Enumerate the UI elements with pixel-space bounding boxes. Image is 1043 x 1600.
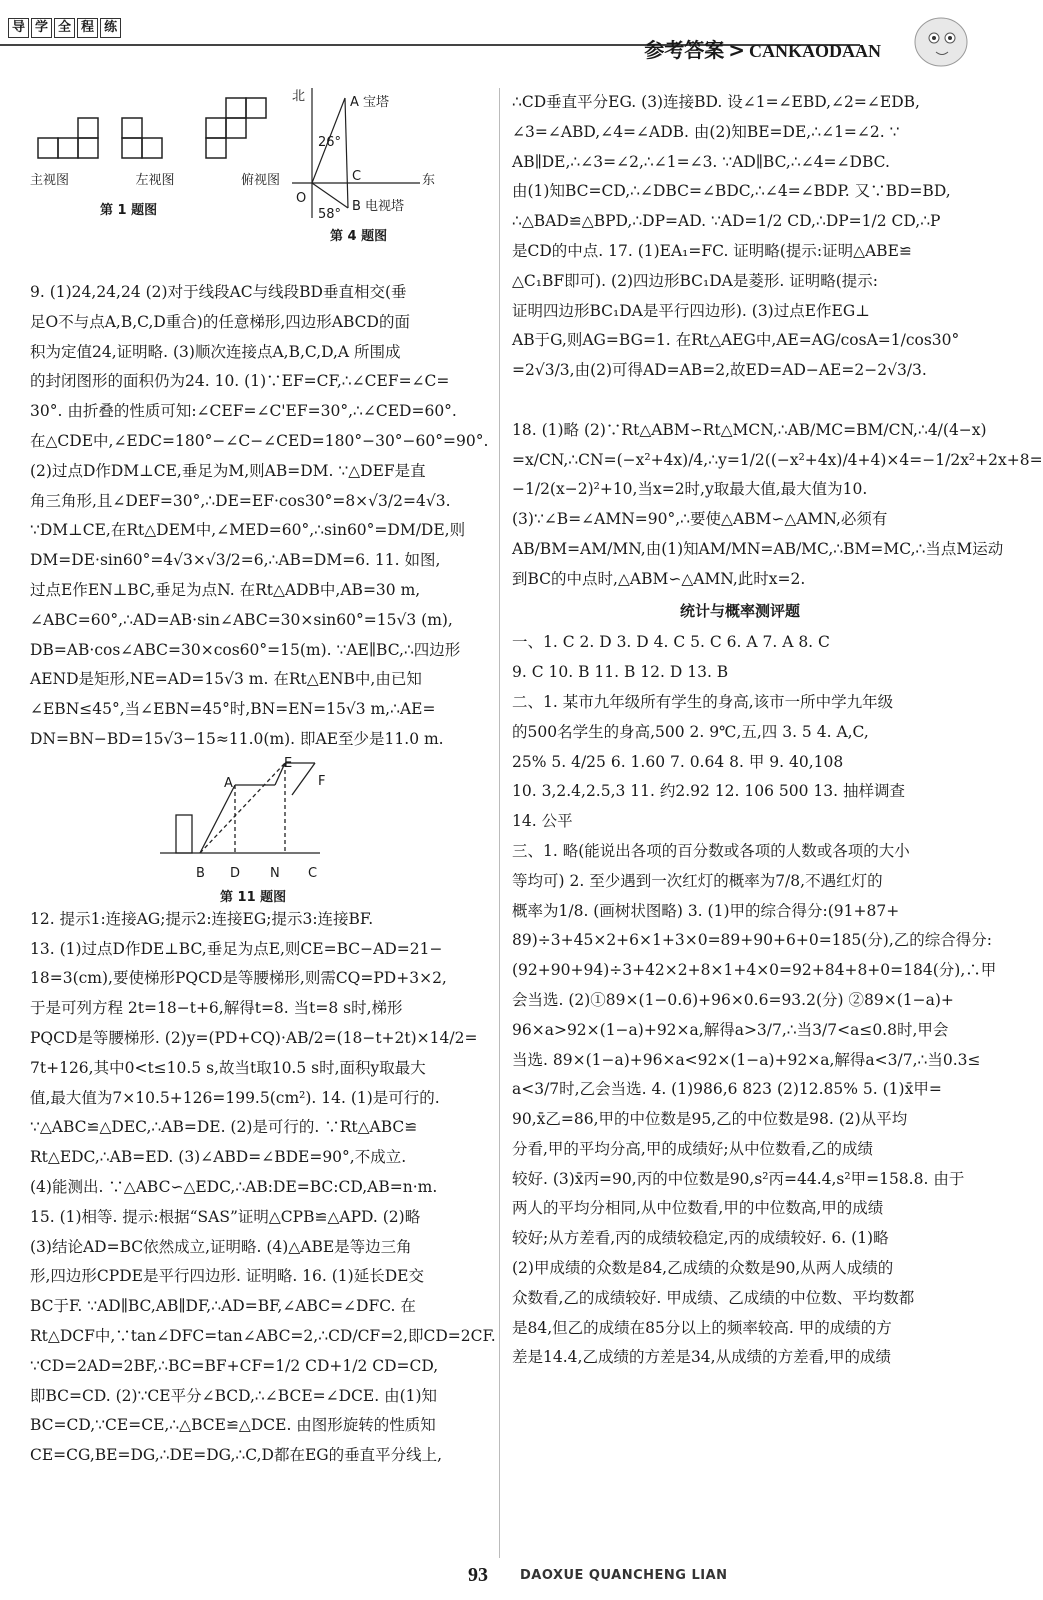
fig11-point-b: B (196, 865, 205, 881)
logo-char: 程 (77, 18, 98, 38)
fig4-o-label: O (296, 191, 307, 206)
title-en: CANKAODAAN (749, 41, 881, 61)
fig11-point-f: F (318, 773, 326, 789)
text-line: ∴△BAD≌△BPD,∴DP=AD. ∵AD=1/2 CD,∴DP=1/2 CD,∴P (512, 212, 941, 231)
text-line: 96×a>92×(1−a)+92×a,解得a>3/7,∴当3/7<a≤0.8时,甲会 (512, 1020, 949, 1039)
text-line: 25% 5. 4/25 6. 1.60 7. 0.64 8. 甲 9. 40,108 (512, 752, 844, 771)
text-line: 13. (1)过点D作DE⊥BC,垂足为点E,则CE=BC−AD=21− (30, 939, 443, 958)
text-line: 于是可列方程 2t=18−t+6,解得t=8. 当t=8 s时,梯形 (30, 999, 403, 1018)
left-text-block (30, 278, 488, 755)
text-line: 30°. 由折叠的性质可知:∠CEF=∠C'EF=30°,∴∠CED=60°. (30, 402, 457, 421)
logo-char: 导 (8, 18, 29, 38)
left-text-block-2 (30, 905, 496, 1471)
front-view-label: 主视图 (30, 173, 70, 188)
logo-char: 全 (54, 18, 75, 38)
text-line: ∠3=∠ABD,∠4=∠ADB. 由(2)知BE=DE,∴∠1=∠2. ∵ (512, 122, 900, 141)
text-line: 较好;从方差看,丙的成绩较稳定,丙的成绩较好. 6. (1)略 (512, 1229, 889, 1248)
text-line: 14. 公平 (512, 812, 573, 831)
fig11-diagram (30, 755, 488, 905)
text-line: 二、1. 某市九年级所有学生的身高,该市一所中学九年级 (512, 692, 894, 711)
text-line: (2)过点D作DM⊥CE,垂足为M,则AB=DM. ∵△DEF是直 (30, 461, 426, 480)
left-column (30, 88, 496, 1471)
logo-char: 学 (31, 18, 52, 38)
text-line: =x/CN,∴CN=(−x²+4x)/4,∴y=1/2((−x²+4x)/4+4)×4=−1/2x²+2x+8= (512, 450, 1043, 469)
text-line: 即BC=CD. (2)∵CE平分∠BCD,∴∠BCE=∠DCE. 由(1)知 (30, 1386, 438, 1405)
text-line: 的500名学生的身高,500 2. 9℃,五,四 3. 5 4. A,C, (512, 722, 869, 741)
text-line: 的封闭图形的面积仍为24. 10. (1)∵EF=CF,∴∠CEF=∠C= (30, 372, 450, 391)
fig11-point-d: D (230, 865, 241, 881)
fig4-caption: 第 4 题图 (330, 229, 388, 244)
text-line: 两人的平均分相同,从中位数看,甲的中位数高,甲的成绩 (512, 1199, 884, 1218)
text-line: 积为定值24,证明略. (3)顺次连接点A,B,C,D,A 所围成 (30, 342, 401, 361)
text-line: (92+90+94)÷3+42×2+8×1+4×0=92+84+8+0=184(分),∴甲 (512, 961, 997, 980)
column-divider (499, 88, 500, 1558)
footer-text: DAOXUE QUANCHENG LIAN (520, 1568, 728, 1583)
text-line: 当选. 89×(1−a)+96×a<92×(1−a)+92×a,解得a<3/7,∴当0.3≤ (512, 1050, 981, 1069)
text-line: 等均可) 2. 至少遇到一次红灯的概率为7/8,不遇红灯的 (512, 871, 883, 890)
fig4-angle-58: 58° (318, 207, 342, 222)
text-line: 形,四边形CPDE是平行四边形. 证明略. 16. (1)延长DE交 (30, 1267, 424, 1286)
text-line: AEND是矩形,NE=AD=15√3 m. 在Rt△ENB中,由已知 (30, 670, 422, 689)
text-line: AB∥DE,∴∠3=∠2,∴∠1=∠3. ∵AD∥BC,∴∠4=∠DBC. (512, 152, 890, 171)
fig11-point-c: C (308, 865, 318, 881)
text-line: 较好. (3)x̄丙=90,丙的中位数是90,s²丙=44.4,s²甲=158.8. 由于 (512, 1169, 965, 1188)
text-line: PQCD是等腰梯形. (2)y=(PD+CQ)·AB/2=(18−t+2t)×14/2= (30, 1028, 478, 1047)
text-line: 90,x̄乙=86,甲的中位数是95,乙的中位数是98. (2)从平均 (512, 1110, 908, 1129)
text-line: 9. (1)24,24,24 (2)对于线段AC与线段BD垂直相交(垂 (30, 283, 407, 301)
text-line: ∵△ABC≌△DEC,∴AB=DE. (2)是可行的. ∵Rt△ABC≌ (30, 1118, 418, 1137)
text-line: △C₁BF即可). (2)四边形BC₁DA是菱形. 证明略(提示: (512, 271, 878, 290)
fig4-angle-26: 26° (318, 135, 342, 150)
text-line: Rt△EDC,∴AB=ED. (3)∠ABD=∠BDE=90°,不成立. (30, 1148, 407, 1167)
text-line: AB于G,则AG=BG=1. 在Rt△AEG中,AE=AG/cosA=1/cos30° (512, 331, 960, 350)
text-line: 7t+126,其中0<t≤10.5 s,故当t取10.5 s时,面积y取最大 (30, 1058, 426, 1077)
text-line: a<3/7时,乙会当选. 4. (1)986,6 823 (2)12.85% 5. (1)x̄甲= (512, 1080, 942, 1099)
top-view-label: 俯视图 (240, 173, 280, 188)
logo-char: 练 (100, 18, 121, 38)
fig4-b-label: B 电视塔 (352, 199, 405, 214)
mascot-icon (896, 4, 976, 74)
page-footer (0, 1560, 996, 1600)
fig4-north: 北 (292, 89, 306, 104)
text-line: 10. 3,2.4,2.5,3 11. 约2.92 12. 106 500 13. 抽样调查 (512, 782, 906, 801)
text-line: 12. 提示1:连接AG;提示2:连接EG;提示3:连接BF. (30, 909, 374, 928)
text-line: 证明四边形BC₁DA是平行四边形). (3)过点E作EG⊥ (512, 301, 870, 320)
text-line: 18=3(cm),要使梯形PQCD是等腰梯形,则需CQ=PD+3×2, (30, 969, 447, 988)
fig11-caption: 第 11 题图 (220, 889, 287, 905)
text-line: BC于F. ∵AD∥BC,AB∥DF,∴AD=BF,∠ABC=∠DFC. 在 (30, 1297, 416, 1316)
text-line: ∠EBN≤45°,当∠EBN=45°时,BN=EN=15√3 m,∴AE= (30, 700, 436, 719)
text-line: 在△CDE中,∠EDC=180°−∠C−∠CED=180°−30°−60°=90°. (30, 431, 489, 450)
text-line: 18. (1)略 (2)∵Rt△ABM∽Rt△MCN,∴AB/MC=BM/CN,∴4/(4−x) (512, 420, 987, 439)
text-line: 足O不与点A,B,C,D重合)的任意梯形,四边形ABCD的面 (30, 312, 410, 331)
fig11-point-n: N (270, 865, 280, 881)
text-line: 9. C 10. B 11. B 12. D 13. B (512, 663, 729, 682)
right-text-block (512, 88, 1043, 595)
fig4-a-label: A 宝塔 (350, 95, 390, 110)
section-title: 统计与概率测评题 (679, 601, 800, 620)
text-line: 值,最大值为7×10.5+126=199.5(cm²). 14. (1)是可行的. (30, 1088, 440, 1107)
page-number: 93 (468, 1564, 488, 1586)
text-line: −1/2(x−2)²+10,当x=2时,y取最大值,最大值为10. (512, 480, 868, 499)
text-line: (2)甲成绩的众数是84,乙成绩的众数是90,从两人成绩的 (512, 1259, 894, 1278)
title-separator: > (728, 38, 745, 62)
text-line: 是CD的中点. 17. (1)EA₁=FC. 证明略(提示:证明△ABE≌ (512, 241, 912, 260)
text-line: (3)结论AD=BC依然成立,证明略. (4)△ABE是等边三角 (30, 1237, 412, 1256)
text-line: DM=DE·sin60°=4√3×√3/2=6,∴AB=DM=6. 11. 如图, (30, 551, 441, 570)
fig4-c-label: C (352, 169, 362, 184)
text-line (512, 386, 968, 416)
text-line: 差是14.4,乙成绩的方差是34,从成绩的方差看,甲的成绩 (512, 1348, 892, 1367)
book-logo (8, 18, 121, 38)
title-cn: 参考答案 (644, 38, 725, 62)
right-column (512, 88, 1043, 1373)
text-line: BC=CD,∵CE=CE,∴△BCE≌△DCE. 由图形旋转的性质知 (30, 1416, 436, 1435)
page-title (644, 34, 881, 63)
text-line: (4)能测出. ∵△ABC∽△EDC,∴AB:DE=BC:CD,AB=n·m. (30, 1177, 438, 1196)
figures-1-4 (30, 88, 488, 278)
text-line: ∴CD垂直平分EG. (3)连接BD. 设∠1=∠EBD,∠2=∠EDB, (512, 93, 920, 111)
text-line: 过点E作EN⊥BC,垂足为点N. 在Rt△ADB中,AB=30 m, (30, 580, 421, 599)
fig4-east: 东 (422, 173, 436, 188)
text-line: 是84,但乙的成绩在85分以上的频率较高. 甲的成绩的方 (512, 1318, 892, 1337)
fig11-point-e: E (284, 755, 293, 771)
fig1-caption: 第 1 题图 (100, 203, 158, 218)
text-line: 分看,甲的平均分高,甲的成绩好;从中位数看,乙的成绩 (512, 1139, 874, 1158)
text-line: 概率为1/8. (画树状图略) 3. (1)甲的综合得分:(91+87+ (512, 901, 900, 920)
text-line: DB=AB·cos∠ABC=30×cos60°=15(m). ∵AE∥BC,∴四边形 (30, 640, 461, 659)
text-line: 一、1. C 2. D 3. D 4. C 5. C 6. A 7. A 8. C (512, 633, 830, 652)
text-line: (3)∵∠B=∠AMN=90°,∴要使△ABM∽△AMN,必须有 (512, 510, 888, 529)
text-line: 15. (1)相等. 提示:根据“SAS”证明△CPB≌△APD. (2)略 (30, 1207, 421, 1226)
text-line: 三、1. 略(能说出各项的百分数或各项的人数或各项的大小 (512, 841, 910, 860)
text-line: 89)÷3+45×2+6×1+3×0=89+90+6+0=185(分),乙的综合得分: (512, 931, 993, 950)
text-line: 众数看,乙的成绩较好. 甲成绩、乙成绩的中位数、平均数都 (512, 1288, 915, 1307)
fig11-point-a: A (224, 775, 233, 791)
text-line: ∵DM⊥CE,在Rt△DEM中,∠MED=60°,∴sin60°=DM/DE,则 (30, 521, 466, 540)
text-line: 由(1)知BC=CD,∴∠DBC=∠BDC,∴∠4=∠BDP. 又∵BD=BD, (512, 182, 951, 201)
text-line: Rt△DCF中,∵tan∠DFC=tan∠ABC=2,∴CD/CF=2,即CD=2CF. (30, 1326, 496, 1345)
left-view-label: 左视图 (135, 173, 175, 188)
text-line: CE=CG,BE=DG,∴DE=DG,∴C,D都在EG的垂直平分线上, (30, 1446, 443, 1465)
fig1-labels (30, 166, 280, 196)
text-line: AB/BM=AM/MN,由(1)知AM/MN=AB/MC,∴BM=MC,∴当点M运动 (512, 539, 1004, 558)
text-line: DN=BN−BD=15√3−15≈11.0(m). 即AE至少是11.0 m. (30, 729, 444, 748)
text-line: 到BC的中点时,△ABM∽△AMN,此时x=2. (512, 569, 806, 588)
right-text-block-2 (512, 628, 997, 1373)
text-line: ∠ABC=60°,∴AD=AB·sin∠ABC=30×sin60°=15√3 (m), (30, 610, 453, 629)
text-line: 角三角形,且∠DEF=30°,∴DE=EF·cos30°=8×√3/2=4√3. (30, 491, 451, 510)
text-line: ∵CD=2AD=2BF,∴BC=BF+CF=1/2 CD+1/2 CD=CD, (30, 1356, 439, 1375)
text-line: 会当选. (2)①89×(1−0.6)+96×0.6=93.2(分) ②89×(1−a)+ (512, 990, 954, 1009)
text-line: =2√3/3,由(2)可得AD=AB=2,故ED=AD−AE=2−2√3/3. (512, 361, 927, 380)
page-header (0, 0, 996, 80)
